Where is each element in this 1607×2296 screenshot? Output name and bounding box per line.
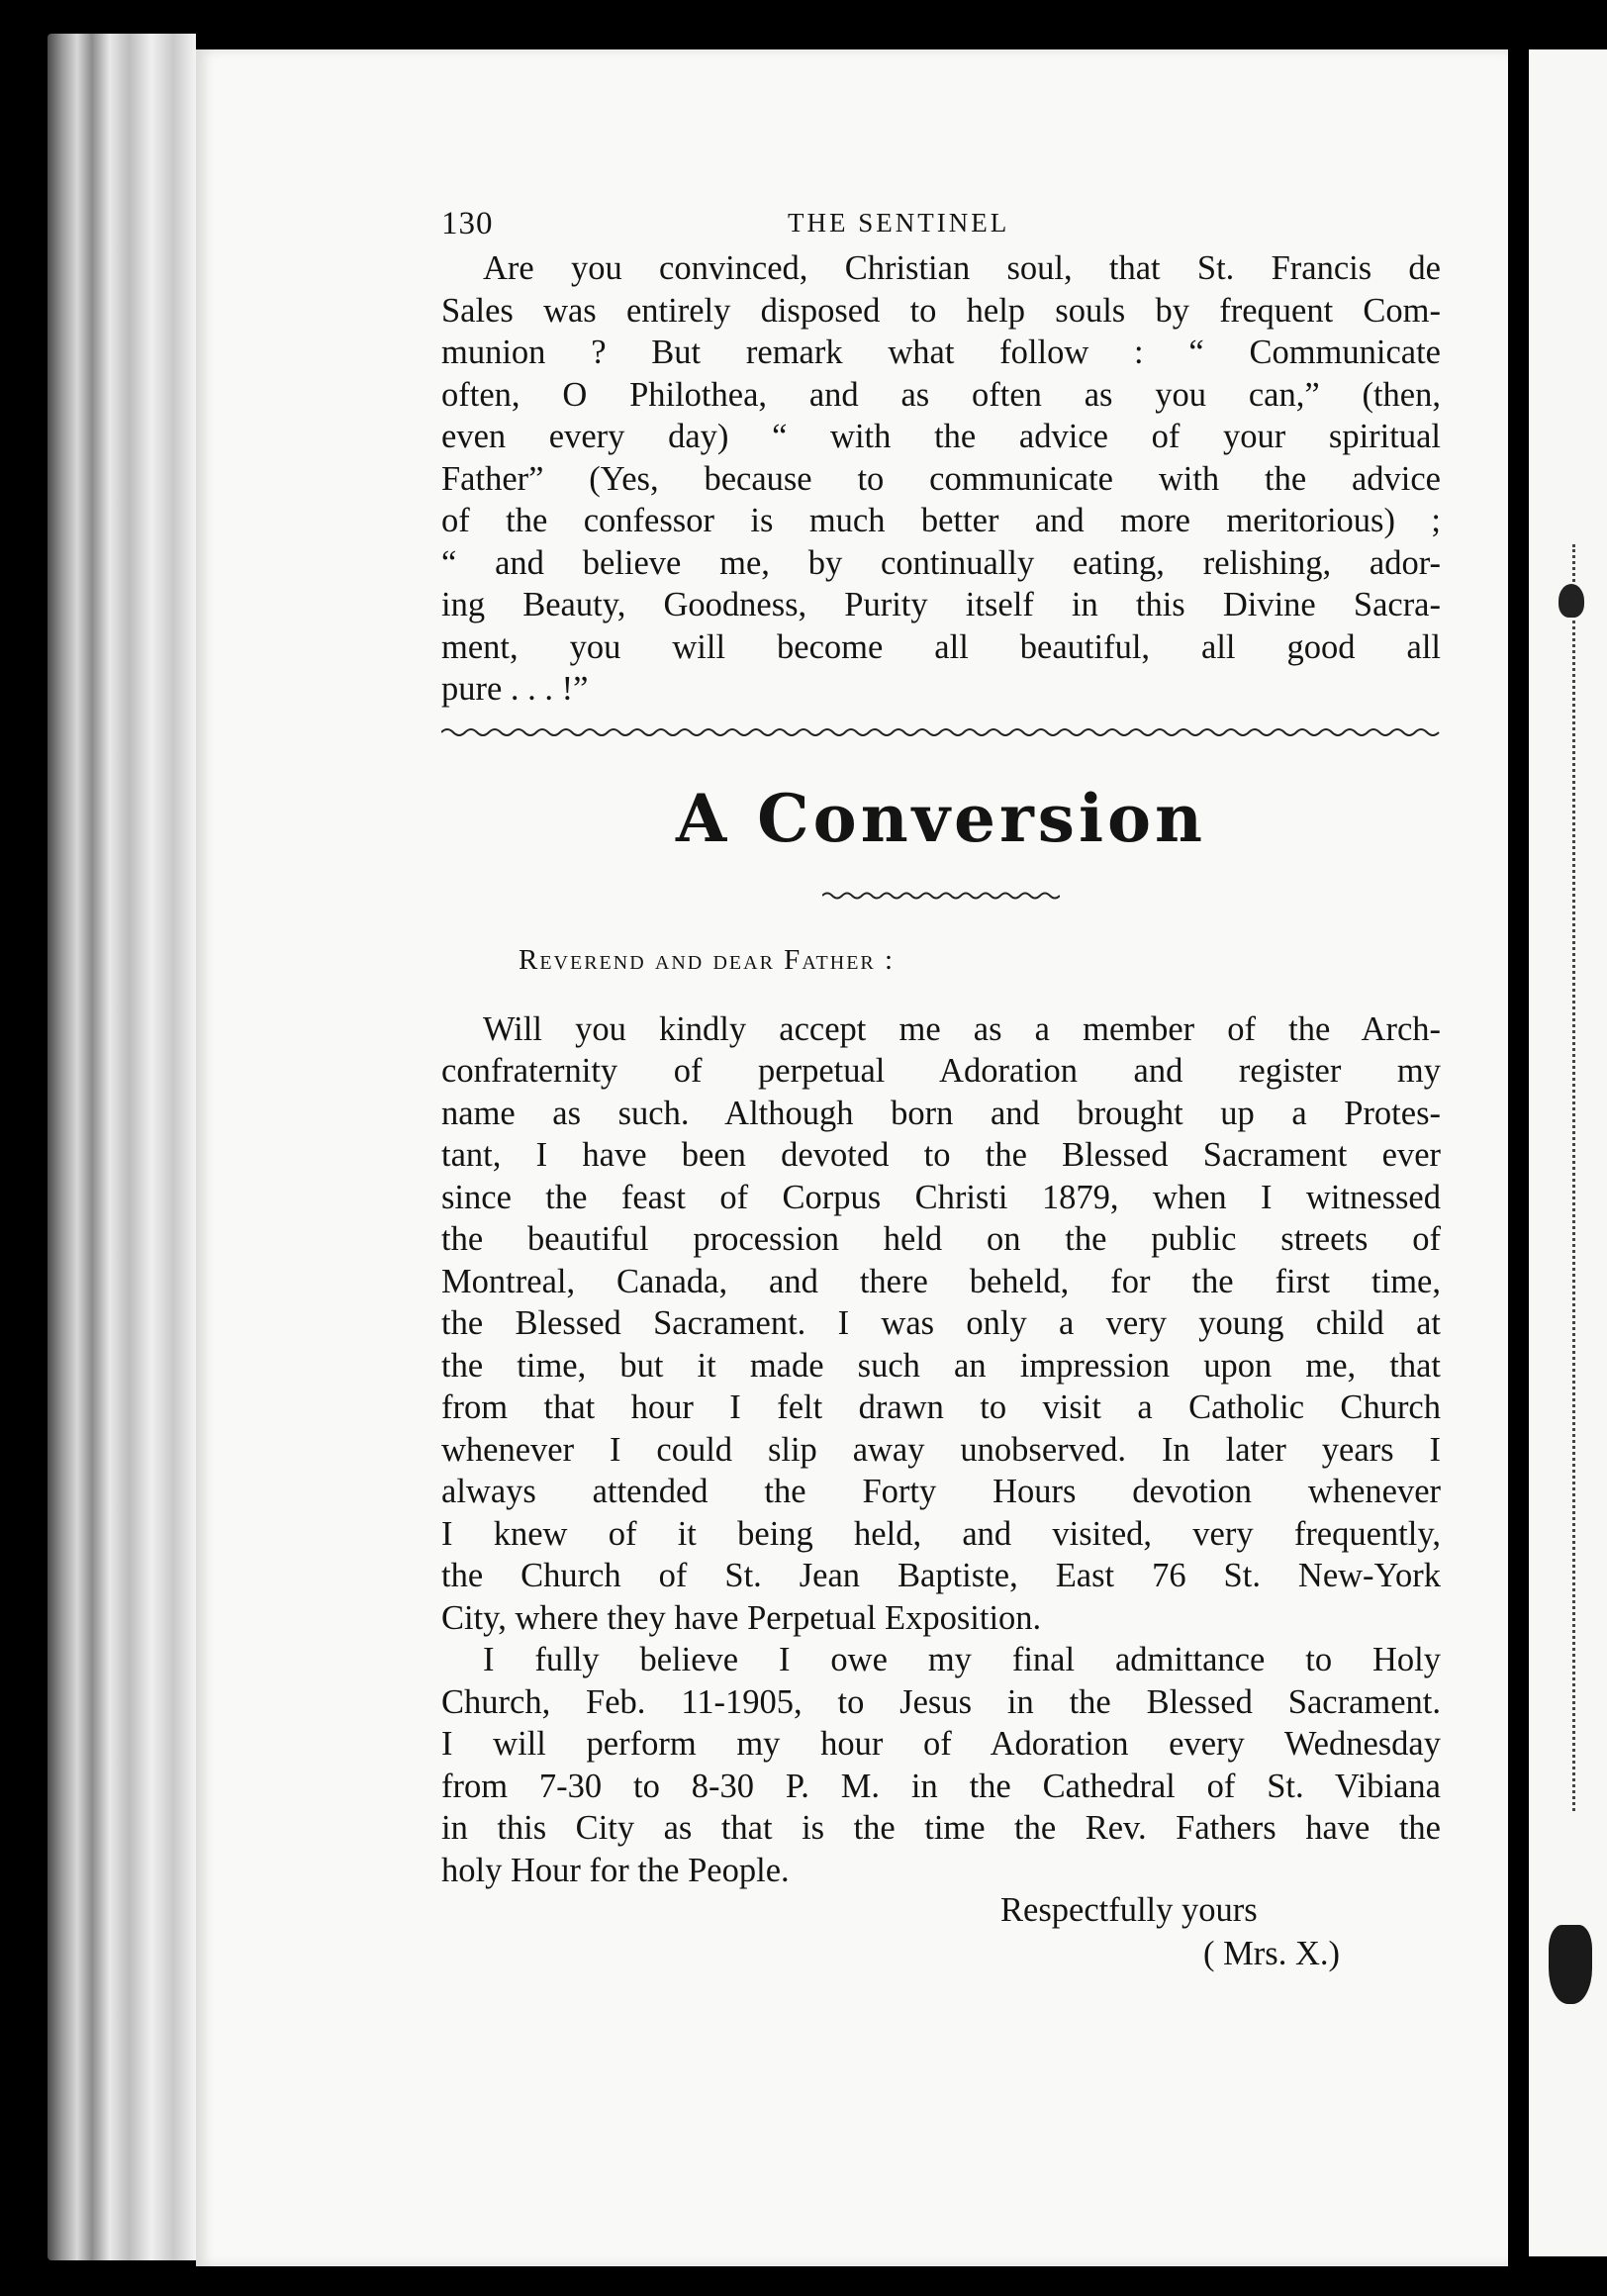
text-line: Sales was entirely disposed to help souls by frequent Com-: [441, 291, 1441, 330]
text-line: City, where they have Perpetual Exposition.: [441, 1598, 1042, 1637]
text-line: the beautiful procession held on the public streets of: [441, 1220, 1441, 1258]
letter-signoff: [441, 1891, 1441, 1986]
wavy-divider: [441, 724, 1441, 740]
text-line: since the feast of Corpus Christi 1879, when I witnessed: [441, 1178, 1441, 1216]
title-ornament: [822, 889, 1060, 903]
text-line: I knew of it being held, and visited, very frequently,: [441, 1514, 1441, 1553]
text-line: confraternity of perpetual Adoration and register my: [441, 1052, 1441, 1090]
intro-paragraph: [441, 247, 1441, 711]
book-page-edges: [47, 34, 196, 2260]
text-line: always attended the Forty Hours devotion whenever: [441, 1473, 1441, 1510]
text-line: ing Beauty, Goodness, Purity itself in this Divine Sacra-: [441, 586, 1441, 623]
text-line: of the confessor is much better and more meritorious) ;: [441, 502, 1441, 539]
running-head: [441, 198, 1441, 247]
text-line: name as such. Although born and brought up a Protes-: [441, 1094, 1441, 1132]
letter-closing: Respectfully yours: [1000, 1891, 1258, 1929]
letter-salutation: Reverend and dear Father :: [519, 943, 896, 976]
text-line: from 7-30 to 8-30 P. M. in the Cathedral of St. Vibiana: [441, 1767, 1441, 1805]
facing-page-ornament-top: [1559, 584, 1584, 618]
letter-signature: ( Mrs. X.): [1203, 1935, 1340, 1972]
article-title: A Conversion: [675, 779, 1207, 857]
text-line: the Blessed Sacrament. I was only a very young child at: [441, 1304, 1441, 1342]
letter-paragraph-1: [441, 1008, 1441, 1640]
text-line: I will perform my hour of Adoration every Wednesday: [441, 1725, 1441, 1763]
facing-page-ornament-bottom: [1549, 1925, 1592, 2004]
text-line: even every day) “ with the advice of your spiritual: [441, 418, 1441, 455]
page-content: [441, 198, 1441, 1986]
facing-page-border-ornament: [1572, 544, 1585, 1811]
text-line: munion ? But remark what follow : “ Communicate: [441, 334, 1441, 371]
letter-paragraph-2: [441, 1639, 1441, 1891]
text-line: Are you convinced, Christian soul, that St. Francis de: [483, 249, 1441, 287]
page-number: 130: [441, 206, 494, 241]
running-title: THE SENTINEL: [788, 208, 1010, 238]
text-line: pure . . . !”: [441, 670, 589, 708]
text-line: in this City as that is the time the Rev. Fathers have the: [441, 1809, 1441, 1847]
text-line: Church, Feb. 11-1905, to Jesus in the Blessed Sacrament.: [441, 1682, 1441, 1721]
text-line: Father” (Yes, because to communicate with the advice: [441, 459, 1441, 498]
text-line: “ and believe me, by continually eating, relishing, ador-: [441, 543, 1441, 582]
text-line: tant, I have been devoted to the Blessed Sacrament ever: [441, 1136, 1441, 1174]
text-line: whenever I could slip away unobserved. In later years I: [441, 1430, 1441, 1469]
text-line: Montreal, Canada, and there beheld, for the first time,: [441, 1262, 1441, 1300]
text-line: from that hour I felt drawn to visit a Catholic Church: [441, 1388, 1441, 1426]
facing-page-edge: [1529, 49, 1607, 2256]
text-line: holy Hour for the People.: [441, 1851, 790, 1889]
text-line: the time, but it made such an impression upon me, that: [441, 1346, 1441, 1385]
text-line: Will you kindly accept me as a member of the Arch-: [483, 1009, 1441, 1048]
text-line: the Church of St. Jean Baptiste, East 76 St. New-York: [441, 1557, 1441, 1594]
text-line: I fully believe I owe my final admittance to Holy: [483, 1641, 1441, 1678]
text-line: ment, you will become all beautiful, all good all: [441, 627, 1441, 666]
text-line: often, O Philothea, and as often as you can,” (then,: [441, 375, 1441, 414]
